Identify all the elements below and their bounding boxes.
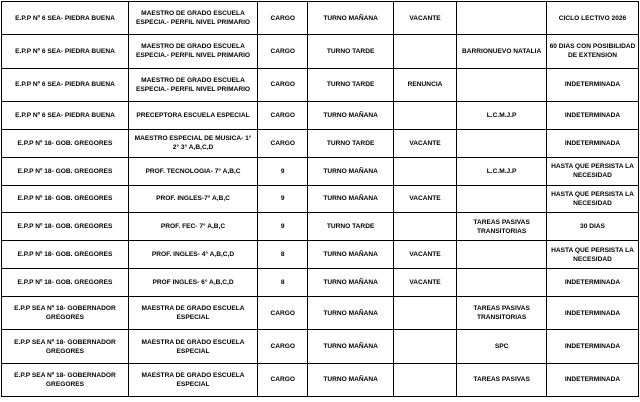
table-row [2,68,639,101]
cell-shift: TURNO MAÑANA [308,101,393,129]
cell-shift: TURNO MAÑANA [308,2,393,35]
cell-holder [457,241,547,269]
cell-school: E.P.P Nº 6 SEA- PIEDRA BUENA [2,2,129,35]
cell-shift: TURNO TARDE [308,35,393,68]
cell-holder [457,68,547,101]
cell-shift: TURNO TARDE [308,213,393,241]
cell-hours: 8 [258,269,308,297]
cell-shift: TURNO MAÑANA [308,363,393,396]
cell-hours: CARGO [258,68,308,101]
cell-status [393,297,456,330]
cell-hours: CARGO [258,330,308,363]
cell-hours: 9 [258,185,308,213]
table-row [2,297,639,330]
cell-period: INDETERMINADA [547,269,639,297]
cell-shift: TURNO TARDE [308,129,393,157]
cell-shift: TURNO MAÑANA [308,330,393,363]
cell-holder [457,2,547,35]
table-row [2,185,639,213]
table-row [2,35,639,68]
table-row [2,363,639,396]
cell-period: HASTA QUE PERSISTA LA NECESIDAD [547,185,639,213]
table-body [2,2,639,397]
cell-status [393,363,456,396]
cell-position: PROF. INGLES- 4° A,B,C,D [128,241,257,269]
cell-holder: L.C.M.J.P [457,101,547,129]
table-row [2,129,639,157]
cell-school: E.P.P SEA Nº 18- GOBERNADOR GREGORES [2,330,129,363]
cell-position: PROF. FEC- 7° A,B,C [128,213,257,241]
cell-status: VACANTE [393,241,456,269]
cell-hours: 9 [258,213,308,241]
cell-school: E.P.P Nº 18- GOB. GREGORES [2,157,129,185]
cell-school: E.P.P Nº 6 SEA- PIEDRA BUENA [2,68,129,101]
cell-status [393,35,456,68]
cell-shift: TURNO MAÑANA [308,297,393,330]
cell-status: VACANTE [393,185,456,213]
cell-school: E.P.P Nº 6 SEA- PIEDRA BUENA [2,101,129,129]
cell-shift: TURNO MAÑANA [308,241,393,269]
table-row [2,269,639,297]
cell-position: MAESTRA DE GRADO ESCUELA ESPECIAL [128,363,257,396]
cell-holder [457,129,547,157]
cell-period: CICLO LECTIVO 2026 [547,2,639,35]
cell-position: MAESTRA DE GRADO ESCUELA ESPECIAL [128,297,257,330]
cell-school: E.P.P Nº 18- GOB. GREGORES [2,269,129,297]
cell-hours: CARGO [258,363,308,396]
cell-period: INDETERMINADA [547,101,639,129]
cell-hours: CARGO [258,297,308,330]
cell-hours: CARGO [258,2,308,35]
table-row [2,330,639,363]
cell-period: INDETERMINADA [547,129,639,157]
cell-school: E.P.P SEA Nº 18- GOBERNADOR GREGORES [2,363,129,396]
cell-status: VACANTE [393,2,456,35]
cell-school: E.P.P Nº 18- GOB. GREGORES [2,241,129,269]
cell-holder: TAREAS PASIVAS TRANSITORIAS [457,213,547,241]
cell-position: PROF INGLES- 6° A,B,C,D [128,269,257,297]
table-row [2,101,639,129]
cell-hours: 9 [258,157,308,185]
table-row [2,157,639,185]
cell-period: INDETERMINADA [547,330,639,363]
cell-holder: TAREAS PASIVAS TRANSITORIAS [457,297,547,330]
cell-status: VACANTE [393,129,456,157]
cell-period: INDETERMINADA [547,363,639,396]
cell-shift: TURNO MAÑANA [308,157,393,185]
cell-period: 60 DIAS CON POSIBILIDAD DE EXTENSION [547,35,639,68]
cell-status [393,213,456,241]
cell-position: MAESTRO DE GRADO ESCUELA ESPECIA.- PERFIL NIVEL PRIMARIO [128,2,257,35]
table-row [2,2,639,35]
cell-status [393,157,456,185]
cell-status: RENUNCIA [393,68,456,101]
cell-position: PROF. TECNOLOGIA- 7° A,B,C [128,157,257,185]
cell-period: HASTA QUE PERSISTA LA NECESIDAD [547,241,639,269]
cell-shift: TURNO MAÑANA [308,269,393,297]
cell-period: 30 DIAS [547,213,639,241]
cell-hours: CARGO [258,101,308,129]
cell-holder: BARRIONUEVO NATALIA [457,35,547,68]
cell-status [393,101,456,129]
cell-holder [457,185,547,213]
cell-period: INDETERMINADA [547,68,639,101]
table-row [2,213,639,241]
cell-position: MAESTRA DE GRADO ESCUELA ESPECIAL [128,330,257,363]
vacancies-table [1,1,639,397]
cell-holder: SPC [457,330,547,363]
cell-school: E.P.P SEA Nº 18- GOBERNADOR GREGORES [2,297,129,330]
cell-school: E.P.P Nº 18- GOB. GREGORES [2,213,129,241]
cell-position: PROF. INGLES-7° A,B,C [128,185,257,213]
cell-hours: 8 [258,241,308,269]
cell-period: INDETERMINADA [547,297,639,330]
cell-school: E.P.P Nº 18- GOB. GREGORES [2,185,129,213]
cell-status: VACANTE [393,269,456,297]
cell-shift: TURNO TARDE [308,68,393,101]
cell-hours: CARGO [258,35,308,68]
cell-shift: TURNO MAÑANA [308,185,393,213]
cell-position: MAESTRO DE GRADO ESCUELA ESPECIA.- PERFIL NIVEL PRIMARIO [128,35,257,68]
cell-position: MAESTRO DE GRADO ESCUELA ESPECIA.- PERFIL NIVEL PRIMARIO [128,68,257,101]
cell-position: MAESTRO ESPECIAL DE MUSICA- 1° 2° 3° A,B,C,D [128,129,257,157]
cell-holder: L.C.M.J.P [457,157,547,185]
cell-holder [457,269,547,297]
cell-period: HASTA QUE PERSISTA LA NECESIDAD [547,157,639,185]
cell-status [393,330,456,363]
table-row [2,241,639,269]
cell-school: E.P.P Nº 6 SEA- PIEDRA BUENA [2,35,129,68]
cell-hours: CARGO [258,129,308,157]
cell-school: E.P.P Nº 18- GOB. GREGORES [2,129,129,157]
cell-holder: TAREAS PASIVAS [457,363,547,396]
cell-position: PRECEPTORA ESCUELA ESPECIAL [128,101,257,129]
